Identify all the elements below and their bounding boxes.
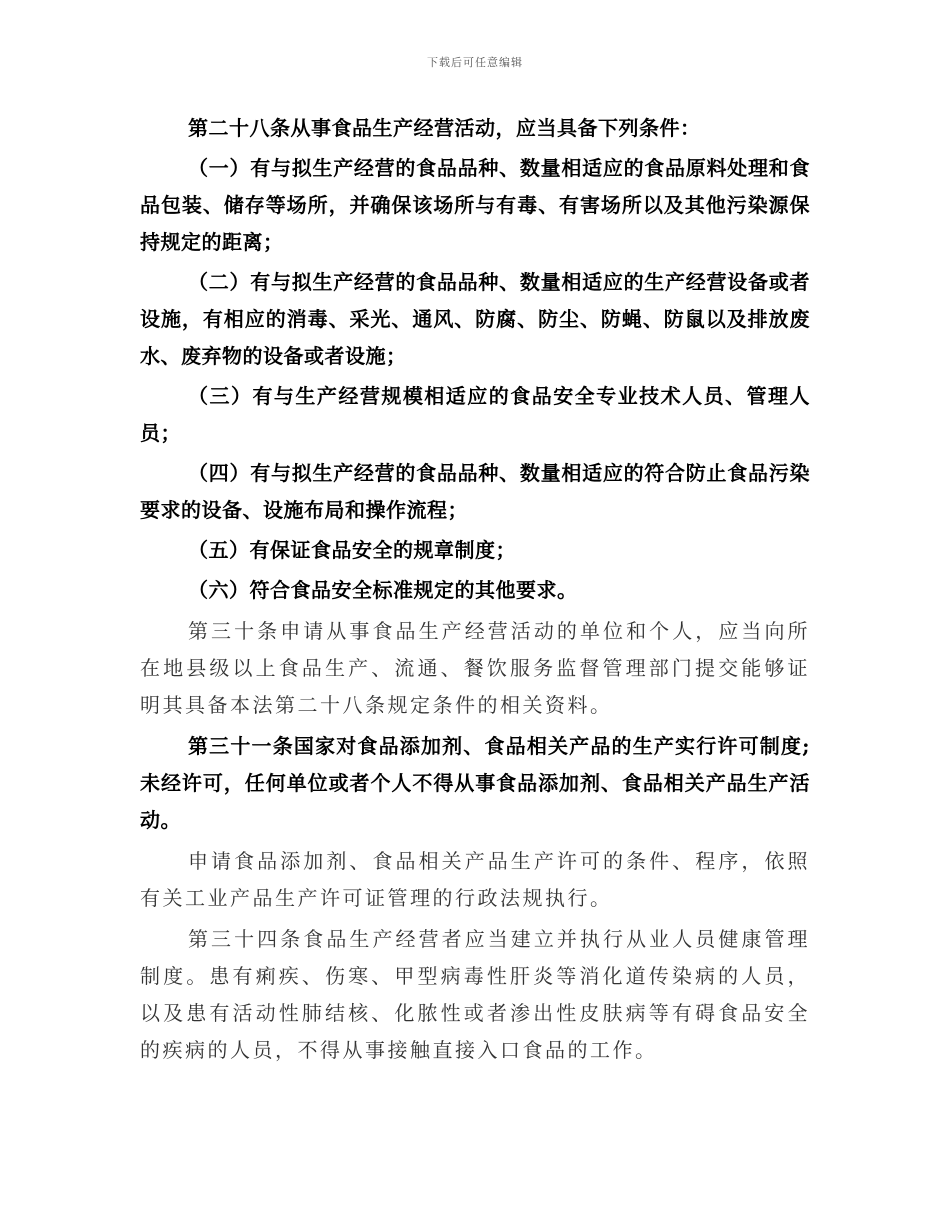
paragraph-item-3: （三）有与生产经营规模相适应的食品安全专业技术人员、管理人员； [140,384,810,445]
paragraph-article-30: 第三十条申请从事食品生产经营活动的单位和个人，应当向所在地县级以上食品生产、流通、餐饮服务监督管理部门提交能够证明其具备本法第二十八条规定条件的相关资料。 [140,619,810,717]
paragraph-article-31: 第三十一条国家对食品添加剂、食品相关产品的生产实行许可制度;未经许可，任何单位或者个人不得从事食品添加剂、食品相关产品生产活动。 [140,734,810,832]
paragraph-item-2: （二）有与拟生产经营的食品品种、数量相适应的生产经营设备或者设施，有相应的消毒、采光、通风、防腐、防尘、防蝇、防鼠以及排放废水、废弃物的设备或者设施； [140,270,810,368]
paragraph-item-1: （一）有与拟生产经营的食品品种、数量相适应的食品原料处理和食品包装、储存等场所，并确保该场所与有毒、有害场所以及其他污染源保持规定的距离； [140,156,810,254]
page-header: 下载后可任意编辑 [427,56,523,69]
paragraph-item-5: （五）有保证食品安全的规章制度； [188,538,516,562]
paragraph-item-4: （四）有与拟生产经营的食品品种、数量相适应的符合防止食品污染要求的设备、设施布局和操作流程； [140,461,810,522]
paragraph-article-28: 第二十八条从事食品生产经营活动，应当具备下列条件： [188,116,701,140]
paragraph-article-31-application: 申请食品添加剂、食品相关产品生产许可的条件、程序，依照有关工业产品生产许可证管理的行政法规执行。 [140,849,810,910]
paragraph-article-34: 第三十四条食品生产经营者应当建立并执行从业人员健康管理制度。患有痢疾、伤寒、甲型病毒性肝炎等消化道传染病的人员，以及患有活动性肺结核、化脓性或者渗出性皮肤病等有碍食品安全的疾病的人员，不得从事接触直接入口食品的工作。 [140,927,810,1062]
document-body [140,110,810,1069]
paragraph-item-6: （六）符合食品安全标准规定的其他要求。 [188,578,578,602]
